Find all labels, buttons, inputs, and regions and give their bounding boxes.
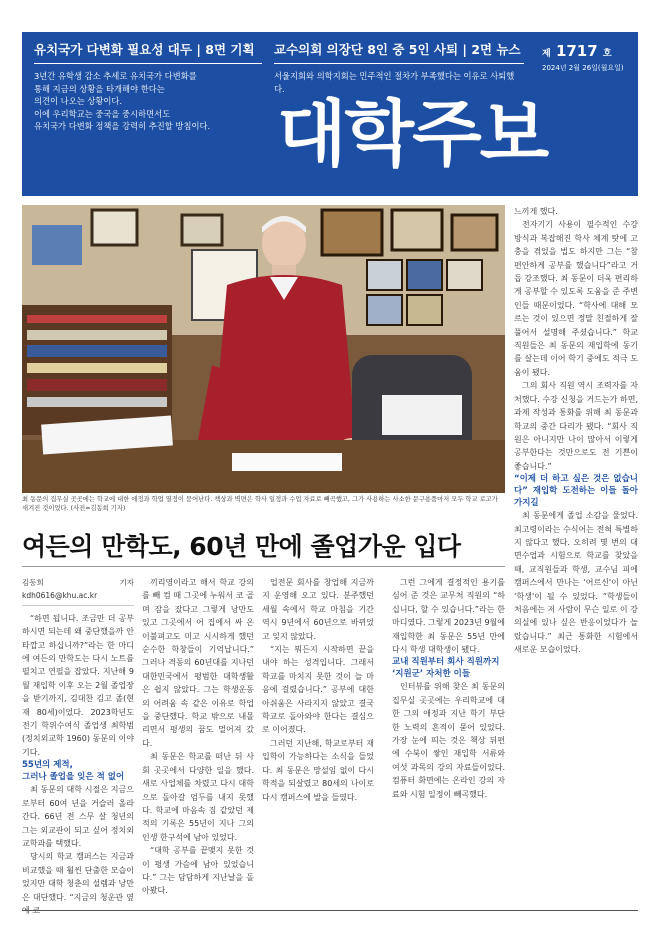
paragraph: 끼리영이라고 해서 학교 강의를 빼 컴 때 그곳에 누워서 코 골며 잠을 잤다고 그렇게 낭만도 있고 그곳에서 어 집에서 싸 온 이불펴고도 미고 시시하게 했던 순수한 학창들이 기억납니다.” 그러나 격동의 60년대를 지나던 대한민국에서 평범한 대학생활은 쉽지 않았다. 그는 학생운동의 어려움 속 같은 이유로 학업을 중단했다. 학교 밖으로 내몰리면서 평생의 꿈도 멀어져 갔다. xyxy=(142,578,254,748)
feature-heading: 유치국가 다변화 필요성 대두 | 8면 기획 xyxy=(34,40,262,64)
feature-body: 3년간 유학생 감소 추세로 유치국가 다변화를 통해 지금의 상황을 타개해야 한다는 의견이 나오는 상황이다. 이에 우리학교는 중국을 중시하면서도 유치국가 다변화 정책을 강력히 추진할 방침이다. xyxy=(34,71,211,132)
headline-divider xyxy=(22,566,505,567)
feature-heading: 교수의회 의장단 8인 중 5인 사퇴 | 2면 뉴스 xyxy=(274,40,524,64)
paragraph: 그의 회사 직원 역시 조력자를 자처했다. 수강 신청을 거드는가 하면, 과제 작성과 통화를 위해 최 동문과 학교의 중간 다리가 됐다. “회사 직원은 아니지만 나이 많아서 이렇게 공부한다는 것만으로도 전 기쁜이 좋습니다.” xyxy=(514,381,638,471)
masthead xyxy=(22,32,638,196)
pull-quote-subheading: “이제 더 하고 싶은 것은 없습니다” 재입학 도전하는 이들 돌아가지길 xyxy=(514,474,638,509)
paragraph: 느끼게 했다. xyxy=(514,207,558,216)
paragraph: 당시의 학교 캠퍼스는 지금과 비교했을 때 훨씬 단출한 모습이었지만 대학 청춘의 설렘과 낭만은 대단했다. “지금의 청운관 옆 xyxy=(22,852,134,902)
office-scene-image xyxy=(22,205,505,493)
photo-credit: (사진=김동희 기자) xyxy=(70,505,126,512)
paragraph: “하면 됩니다. 조금만 더 공부하시면 되는데 왜 중단했을까 안타깝고 하십니까?”라는 한 마디에 여든의 만학도는 다시 노트를 펼치고 연필을 잡았다. 지난해 9월 재입학 이후 오는 2월 졸업장을 받기까지, 김대찬 김고 졸(현재 80세)이었다. 2023학년도 전기 학위수여식 졸업생 최학범(정치외교학 1960) 동문의 이야기다. xyxy=(22,613,134,757)
masthead-feature-right[interactable] xyxy=(274,40,524,95)
article-column-3 xyxy=(262,576,374,908)
subheading: 교내 직원부터 회사 직원까지 ‘지원군’ 자처한 이들 xyxy=(392,657,500,680)
photo-caption: 최 동문의 집무실 곳곳에는 학교에 대한 애정과 학업 열정이 묻어난다. 책상과 벽면은 학사 일정과 수업 자료로 빼곡했고, 그가 사용하는 사소한 문구용품마저 모두 학교 로고가 새겨진 것이었다. (사진=김동희 기자) xyxy=(22,496,498,512)
byline: 김동희 기자 kdh0616@khu.ac.kr xyxy=(22,576,134,606)
article-column-4 xyxy=(392,576,505,908)
masthead-feature-left[interactable] xyxy=(34,40,262,133)
subheading: 55년의 제적, 그러나 졸업을 잊은 적 없어 xyxy=(22,760,125,783)
paragraph: 그러던 지난해, 학교로부터 재입학이 가능하다는 소식을 들었다. 최 동문은 망설임 없이 다시 학적을 되살렸고 80세의 나이로 다시 캠퍼스에 발을 들였다. xyxy=(262,738,374,802)
article-headline: 여든의 만학도, 60년 만에 졸업가운 입다 xyxy=(22,532,461,561)
paragraph: 업전문 회사를 창업해 지금까지 운영해 오고 있다. 분주했던 세월 속에서 학교 마침을 기간 역시 9년에서 60년으로 바뀌었고 잊지 않았다. xyxy=(262,578,374,641)
issue-date: 2024년 2월 26일(월요일) xyxy=(542,64,624,72)
issue-number: 1717 xyxy=(555,42,598,60)
newspaper-title: 대학주보 xyxy=(277,92,548,176)
article-column-right xyxy=(514,205,638,905)
paragraph: 최 동문에게 졸업 소감을 물었다. 최고령이라는 수식어는 전혀 특별하지 않다고 했다. 오히려 몇 번의 대면수업과 시험으로 학교를 찾았을 때, 교직원들과 학생, 교수님 피에 캠퍼스에서 만나는 ‘어르신'이 아닌 ‘학생'이 될 수 있었다. “학생들이 처음에는 저 사람이 무슨 일로 이 강의실에 있나 싶은 반응이었다가 놀랐습니다.” 최근 통화한 시험에서 새로운 모습이었다. xyxy=(514,511,638,655)
feature-photo xyxy=(22,205,505,493)
issue-info: 제 1717 호 2024년 2월 26일(월요일) xyxy=(542,42,634,73)
page-bottom-rule xyxy=(22,910,638,911)
paragraph: 그런 그에게 결정적인 용기를 심어 준 것은 교무처 직원의 “하십니다, 할 수 있습니다.”라는 한 마디였다. 그렇게 2023년 9월에 재입학한 최 동문은 55년 만에 다시 학생 대학생이 됐다. xyxy=(392,578,505,655)
paragraph: 최 동문은 학교를 떠난 뒤 사회 곳곳에서 다양한 일을 했다. 새로 사업체를 차렸고 다시 대학으로 돌아갈 엄두를 내지 못했다. 학교에 마음속 짐 같았던 제적의 기록은 55년이 지나 그의 인생 한구석에 남아 있었다. xyxy=(142,752,254,842)
article-column-2 xyxy=(142,576,254,908)
paragraph: “대학 공부를 끝맺지 못한 것이 평생 가슴에 남아 있었습니다.” 그는 담담하게 지난날을 돌아봤다. xyxy=(142,846,254,896)
article-column-1 xyxy=(22,576,134,908)
feature-body: 서울지회와 의학지회는 민주적인 절차가 부족했다는 이유로 사퇴했다. xyxy=(274,71,515,94)
paragraph: 전자기기 사용이 필수적인 수강 방식과 복잡해진 학사 체계 탓에 고충을 겪었을 법도 하지만 그는 “참 편안하게 공부를 했습니다”라고 거듭 강조했다. 최 동문이 더욱 편리하게 공부할 수 있도록 도움을 준 주변인들 때문이었다. “학사에 대해 모르는 것이 있으면 정말 친절하게 잘 풀어서 설명해 주셨습니다.” 학교 직원들은 최 동문의 재입학에 동기를 살는데 이어 학기 중에도 적극 도움이 됐다. xyxy=(514,220,638,377)
paragraph: 인터뷰를 위해 찾은 최 동문의 집무실 곳곳에는 우리학교에 대한 그의 애정과 지난 학기 부단한 노력의 흔적이 묻어 있었다. 가장 눈에 띄는 것은 책상 뒤편에 수북이 쌓인 재입학 서류와 여섯 과목의 강의 자료들이었다. 컴퓨터 화면에는 온라인 강의 자료와 시험 일정이 빼곡했다. xyxy=(392,682,505,799)
paragraph: “지는 뭐든지 시작하면 끝을 내야 하는 성격입니다. 그래서 학교를 마치지 못한 것이 늘 마음에 걸렸습니다.” 공부에 대한 아쉬움은 사라지지 않았고 결국 학교로 돌아와야 한다는 결심으로 이어졌다. xyxy=(262,645,374,735)
paragraph: 최 동문의 대학 시절은 지금으로부터 60여 년을 거슬러 올라간다. 66년 전 스무 살 청년의 그는 외교관이 되고 싶어 정치외교학과를 택했다. xyxy=(22,785,134,848)
